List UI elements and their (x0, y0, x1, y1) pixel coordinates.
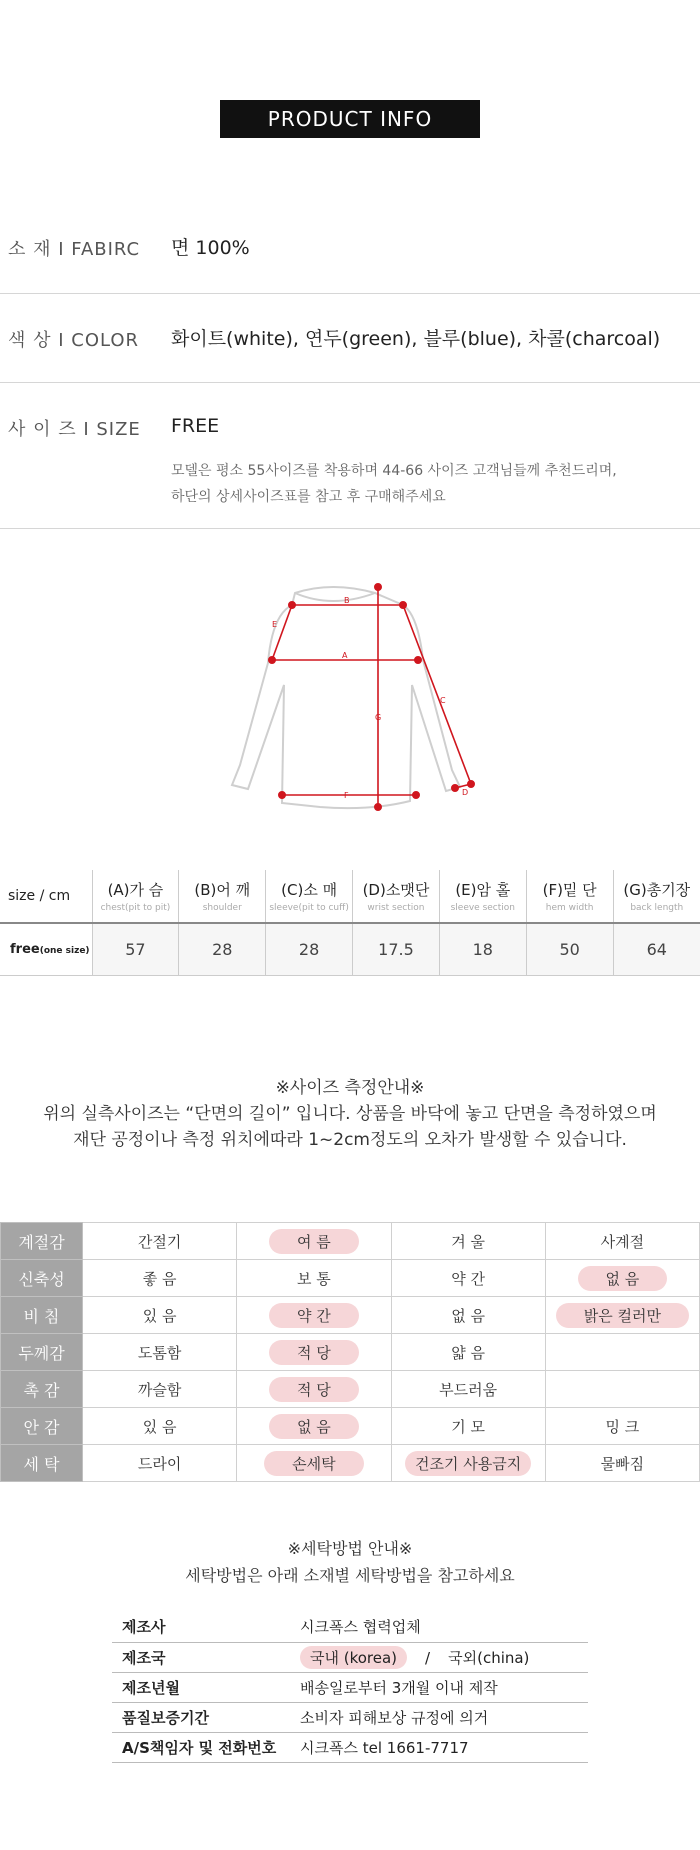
property-row (1, 1223, 700, 1260)
fabric-label: 소 재 I FABIRC (8, 239, 141, 260)
property-option (83, 1334, 237, 1371)
property-option-text: 있 음 (142, 1417, 177, 1436)
property-option-text: 건조기 사용금지 (405, 1451, 531, 1476)
property-option (545, 1408, 699, 1445)
property-option-text: 없 음 (269, 1414, 359, 1439)
size-guide-line: 재단 공정이나 측정 위치에따라 1~2cm정도의 오차가 발생할 수 있습니다. (73, 1130, 627, 1150)
property-option-text: 드라이 (137, 1454, 182, 1473)
product-info-title: PRODUCT INFO (220, 100, 480, 138)
table-row (0, 923, 700, 975)
country-value (292, 1642, 588, 1672)
size-guide-line: 위의 실측사이즈는 “단면의 길이” 입니다. 상품을 바닥에 놓고 단면을 측정하였으며 (43, 1104, 657, 1124)
country-china: 국외(china) (448, 1648, 530, 1667)
property-option-text: 없 음 (451, 1306, 485, 1325)
property-row (1, 1371, 700, 1408)
property-row (1, 1297, 700, 1334)
warranty-value: 소비자 피해보상 규정에 의거 (300, 1708, 489, 1727)
property-option (83, 1223, 237, 1260)
table-row (112, 1612, 588, 1642)
label-f: F (344, 791, 349, 800)
property-label: 비 침 (1, 1297, 83, 1334)
property-row (1, 1260, 700, 1297)
property-option-text: 사계절 (600, 1232, 645, 1251)
size-table (0, 870, 700, 976)
property-option (237, 1297, 391, 1334)
country-korea: 국내 (korea) (300, 1646, 407, 1669)
label-b: B (344, 596, 350, 605)
column-hem: (F)밑 단 hem width (526, 870, 613, 923)
property-row (1, 1445, 700, 1482)
table-row (112, 1672, 588, 1702)
property-label: 신축성 (1, 1260, 83, 1297)
property-option-text: 물빠짐 (600, 1454, 645, 1473)
property-option-text: 있 음 (142, 1306, 177, 1325)
property-option-text: 까슬함 (137, 1380, 182, 1399)
column-wrist: (D)소맷단 wrist section (353, 870, 440, 923)
property-option-text: 기 모 (451, 1417, 485, 1436)
property-label: 세 탁 (1, 1445, 83, 1482)
column-length: (G)총기장 back length (623, 881, 691, 913)
size-table-header (0, 870, 700, 923)
property-option (391, 1223, 545, 1260)
label-e: E (272, 620, 278, 629)
property-option (237, 1445, 391, 1482)
property-option-text: 간절기 (137, 1232, 182, 1251)
divider (0, 382, 700, 383)
property-option (237, 1334, 391, 1371)
property-option (391, 1260, 545, 1297)
size-guide-title: ※사이즈 측정안내※ (275, 1078, 425, 1098)
wash-guide-line: 세탁방법은 아래 소재별 세탁방법을 참고하세요 (185, 1566, 515, 1585)
property-option-text: 겨 울 (451, 1232, 485, 1251)
divider (0, 293, 700, 294)
property-option (237, 1260, 391, 1297)
product-info-table (112, 1612, 588, 1763)
size-note-line: 모델은 평소 55사이즈를 착용하며 44-66 사이즈 고객님들께 추천드리며, (171, 463, 617, 479)
label-a: A (342, 651, 348, 660)
country-label: 제조국 (122, 1648, 166, 1667)
divider (0, 528, 700, 529)
property-option-text: 여 름 (269, 1229, 359, 1254)
label-c: C (440, 696, 446, 705)
property-label: 안 감 (1, 1408, 83, 1445)
property-option (545, 1334, 699, 1371)
value-hem: 50 (526, 923, 613, 975)
property-label: 촉 감 (1, 1371, 83, 1408)
property-option-text: 얇 음 (451, 1343, 485, 1362)
color-value: 화이트(white), 연두(green), 블루(blue), 차콜(charcoal) (171, 328, 661, 350)
as-label: A/S책임자 및 전화번호 (122, 1738, 277, 1757)
label-d: D (462, 788, 469, 797)
country-slash: / (425, 1648, 431, 1667)
table-row (112, 1702, 588, 1732)
maker-value: 시크폭스 협력업체 (300, 1618, 421, 1637)
table-row (112, 1732, 588, 1762)
property-option (237, 1408, 391, 1445)
property-option (83, 1297, 237, 1334)
property-option (545, 1223, 699, 1260)
property-option (83, 1445, 237, 1482)
property-option (391, 1445, 545, 1482)
property-table (0, 1222, 700, 1482)
property-option (83, 1371, 237, 1408)
property-option (391, 1297, 545, 1334)
label-g: G (375, 713, 382, 722)
property-label: 두께감 (1, 1334, 83, 1371)
column-chest: (A)가 슴 chest(pit to pit) (92, 870, 179, 923)
size-note-line: 하단의 상세사이즈표를 참고 후 구매해주세요 (171, 489, 446, 505)
color-label: 색 상 I COLOR (8, 330, 140, 351)
size-value: FREE (171, 415, 220, 437)
value-length: 64 (613, 923, 700, 975)
size-guide (0, 1075, 700, 1153)
property-option (545, 1297, 699, 1334)
property-option (391, 1408, 545, 1445)
property-option (545, 1445, 699, 1482)
value-wrist: 17.5 (353, 923, 440, 975)
property-option (83, 1260, 237, 1297)
property-option-text: 좋 음 (142, 1269, 177, 1288)
size-note (171, 458, 617, 510)
maker-label: 제조사 (122, 1618, 166, 1637)
value-sleeve: 28 (266, 923, 353, 975)
property-option-text: 없 음 (578, 1266, 668, 1291)
property-option-text: 적 당 (269, 1377, 359, 1402)
row-label: free(one size) (0, 923, 92, 975)
property-row (1, 1408, 700, 1445)
property-option-text: 적 당 (269, 1340, 359, 1365)
size-table-corner: size / cm (0, 870, 92, 923)
garment-outline (232, 587, 460, 808)
value-armhole: 18 (439, 923, 526, 975)
property-option-text: 도톰함 (137, 1343, 182, 1362)
property-label: 계절감 (1, 1223, 83, 1260)
size-label: 사 이 즈 I SIZE (8, 419, 141, 440)
property-row (1, 1334, 700, 1371)
property-option-text: 밍 크 (605, 1417, 640, 1436)
property-option-text: 약 간 (451, 1269, 485, 1288)
date-label: 제조년월 (122, 1678, 180, 1697)
property-option (237, 1371, 391, 1408)
value-chest: 57 (92, 923, 179, 975)
column-shoulder: (B)어 깨 shoulder (179, 870, 266, 923)
wash-guide (0, 1535, 700, 1589)
wash-guide-title: ※세탁방법 안내※ (287, 1539, 413, 1558)
property-option (83, 1408, 237, 1445)
property-option (545, 1260, 699, 1297)
as-value: 시크폭스 tel 1661-7717 (300, 1738, 469, 1757)
property-option (545, 1371, 699, 1408)
column-sleeve: (C)소 매 sleeve(pit to cuff) (266, 870, 353, 923)
property-option-text: 보 통 (297, 1269, 331, 1288)
column-armhole: (E)암 홀 sleeve section (439, 870, 526, 923)
table-row (112, 1642, 588, 1672)
warranty-label: 품질보증기간 (122, 1708, 209, 1727)
fabric-value: 면 100% (171, 237, 250, 259)
garment-measurement-diagram (220, 575, 490, 825)
property-option (391, 1371, 545, 1408)
property-option (237, 1223, 391, 1260)
property-option-text: 약 간 (269, 1303, 359, 1328)
property-option-text: 손세탁 (264, 1451, 363, 1476)
property-option (391, 1334, 545, 1371)
date-value: 배송일로부터 3개월 이내 제작 (300, 1678, 498, 1697)
value-shoulder: 28 (179, 923, 266, 975)
property-option-text: 부드러움 (439, 1380, 498, 1399)
property-option-text: 밝은 컬러만 (556, 1303, 689, 1328)
